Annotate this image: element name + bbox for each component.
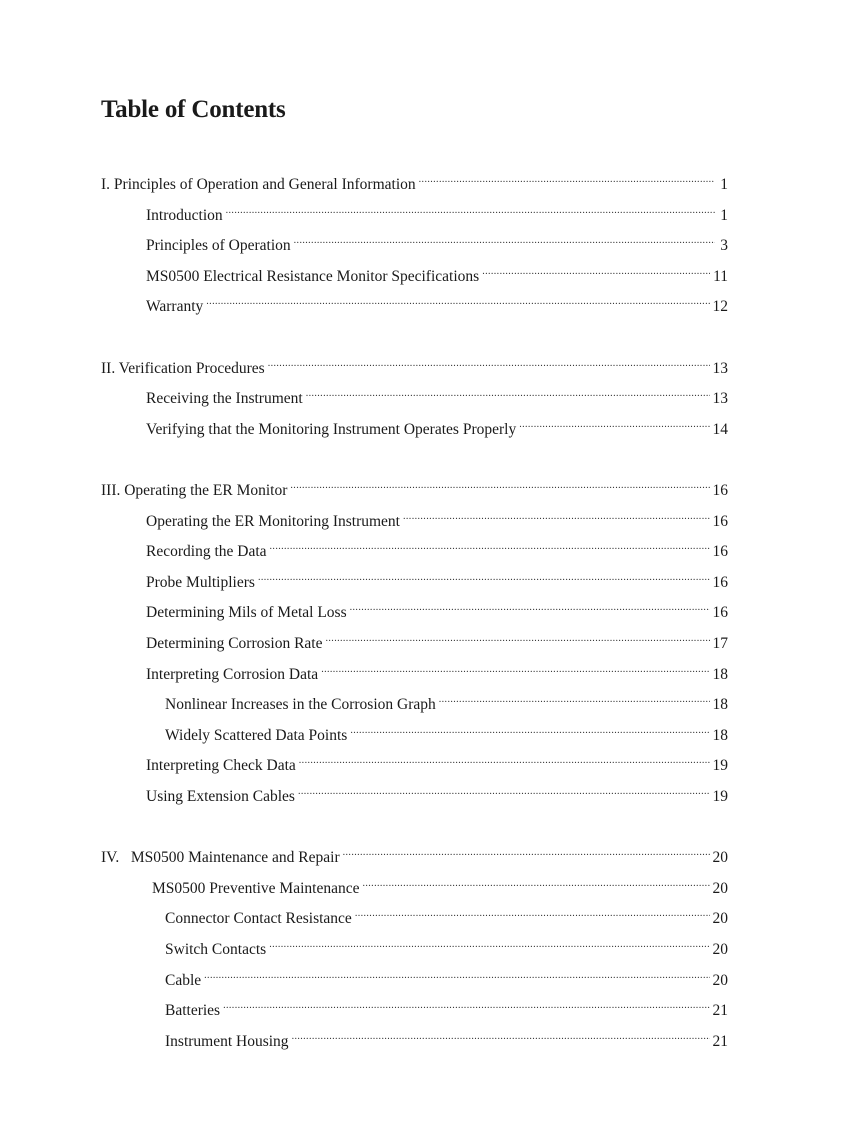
toc-entry[interactable] <box>146 657 728 683</box>
toc-entry-page: 1 <box>720 176 728 193</box>
toc-entry-page: 17 <box>712 635 728 652</box>
toc-leader-dots <box>298 779 710 801</box>
toc-entry-page: 20 <box>712 849 728 866</box>
toc-entry-label: II. Verification Procedures <box>101 360 265 377</box>
toc-entry-page: 21 <box>712 1033 728 1050</box>
toc-entry-label: Batteries <box>165 1002 221 1019</box>
toc-leader-dots <box>258 565 710 587</box>
toc-leader-dots <box>306 381 710 403</box>
toc-entry-page: 20 <box>712 941 728 958</box>
toc-leader-dots <box>299 748 710 770</box>
toc-entry-label: III. Operating the ER Monitor <box>101 482 288 499</box>
toc-entry[interactable] <box>146 381 728 407</box>
toc-leader-dots <box>268 351 710 373</box>
toc-entry[interactable] <box>165 718 728 744</box>
toc-leader-dots <box>204 963 709 985</box>
toc-entry-label: MS0500 Electrical Resistance Monitor Specifications <box>146 268 480 285</box>
toc-entry-page: 13 <box>712 390 728 407</box>
toc-entry-label: Cable <box>165 972 202 989</box>
toc-leader-dots <box>439 687 710 709</box>
toc-leader-dots <box>326 626 710 648</box>
toc-entry-page: 16 <box>712 482 728 499</box>
toc-entry[interactable] <box>165 932 728 958</box>
toc-entry-label: Connector Contact Resistance <box>165 910 352 927</box>
toc-entry-page: 1 <box>720 207 728 224</box>
toc-leader-dots <box>294 228 715 250</box>
toc-leader-dots <box>290 473 709 495</box>
toc-leader-dots <box>419 167 715 189</box>
toc-leader-dots <box>482 259 710 281</box>
toc-entry-label: IV. MS0500 Maintenance and Repair <box>101 849 340 866</box>
toc-leader-dots <box>350 595 710 617</box>
toc-entry-page: 18 <box>712 696 728 713</box>
toc-entry[interactable] <box>146 412 728 438</box>
toc-entry-page: 11 <box>713 268 728 285</box>
toc-entry[interactable] <box>165 1024 728 1050</box>
toc-entry-label: Verifying that the Monitoring Instrument Operates Properly <box>146 421 517 438</box>
toc-leader-dots <box>321 657 709 679</box>
toc-leader-dots <box>403 504 710 526</box>
toc-entry[interactable] <box>146 228 728 254</box>
toc-entry-label: Determining Mils of Metal Loss <box>146 604 347 621</box>
toc-entry-page: 13 <box>712 360 728 377</box>
toc-entry-page: 20 <box>712 972 728 989</box>
toc-entry[interactable] <box>101 167 728 193</box>
toc-entry-page: 16 <box>712 543 728 560</box>
toc-leader-dots <box>223 993 709 1015</box>
toc-entry[interactable] <box>101 473 728 499</box>
toc-entry-label: MS0500 Preventive Maintenance <box>152 880 360 897</box>
toc-entry[interactable] <box>165 687 728 713</box>
toc-entry-label: Operating the ER Monitoring Instrument <box>146 513 400 530</box>
toc-entry[interactable] <box>146 565 728 591</box>
toc-entry[interactable] <box>146 626 728 652</box>
toc-entry-page: 12 <box>712 298 728 315</box>
toc-entry-label: I. Principles of Operation and General Information <box>101 176 416 193</box>
toc-entry[interactable] <box>146 259 728 285</box>
toc-entry-label: Probe Multipliers <box>146 574 255 591</box>
toc-leader-dots <box>350 718 709 740</box>
toc-entry[interactable] <box>146 595 728 621</box>
toc-leader-dots <box>270 534 710 556</box>
toc-entry-label: Interpreting Check Data <box>146 757 296 774</box>
toc-entry-label: Using Extension Cables <box>146 788 295 805</box>
toc-entry[interactable] <box>146 504 728 530</box>
toc-entry-label: Recording the Data <box>146 543 267 560</box>
toc-entry-page: 14 <box>712 421 728 438</box>
toc-leader-dots <box>519 412 709 434</box>
toc-entry-label: Principles of Operation <box>146 237 291 254</box>
toc-entry[interactable] <box>146 748 728 774</box>
toc-entry-page: 20 <box>712 910 728 927</box>
toc-entry-label: Widely Scattered Data Points <box>165 727 348 744</box>
toc-entry[interactable] <box>165 993 728 1019</box>
toc-entry[interactable] <box>146 198 728 224</box>
toc-entry-page: 16 <box>712 604 728 621</box>
toc-entry-page: 16 <box>712 574 728 591</box>
toc-entry[interactable] <box>165 901 728 927</box>
toc-leader-dots <box>206 289 709 311</box>
toc-entry-label: Determining Corrosion Rate <box>146 635 323 652</box>
toc-leader-dots <box>362 871 709 893</box>
toc-entry[interactable] <box>101 840 728 866</box>
toc-entry-label: Receiving the Instrument <box>146 390 303 407</box>
toc-entry[interactable] <box>146 779 728 805</box>
toc-entry-label: Introduction <box>146 207 223 224</box>
toc-leader-dots <box>343 840 710 862</box>
toc-leader-dots <box>269 932 709 954</box>
toc-leader-dots <box>355 901 710 923</box>
toc-entry-page: 18 <box>712 666 728 683</box>
toc-entry-label: Warranty <box>146 298 204 315</box>
toc-entry-label: Interpreting Corrosion Data <box>146 666 319 683</box>
toc-entry-page: 19 <box>712 788 728 805</box>
page-title: Table of Contents <box>101 96 286 123</box>
toc-entry-page: 3 <box>720 237 728 254</box>
toc-entry-label: Switch Contacts <box>165 941 267 958</box>
toc-entry[interactable] <box>146 534 728 560</box>
toc-entry-page: 21 <box>712 1002 728 1019</box>
toc-entry-page: 19 <box>712 757 728 774</box>
toc-entry[interactable] <box>152 871 728 897</box>
toc-entry[interactable] <box>101 351 728 377</box>
toc-entry-page: 18 <box>712 727 728 744</box>
toc-leader-dots <box>292 1024 710 1046</box>
toc-entry-label: Instrument Housing <box>165 1033 289 1050</box>
toc-entry[interactable] <box>165 963 728 989</box>
toc-entry-page: 16 <box>712 513 728 530</box>
toc-entry[interactable] <box>146 289 728 315</box>
toc-entry-page: 20 <box>712 880 728 897</box>
toc-entry-label: Nonlinear Increases in the Corrosion Graph <box>165 696 436 713</box>
toc-leader-dots <box>226 198 715 220</box>
